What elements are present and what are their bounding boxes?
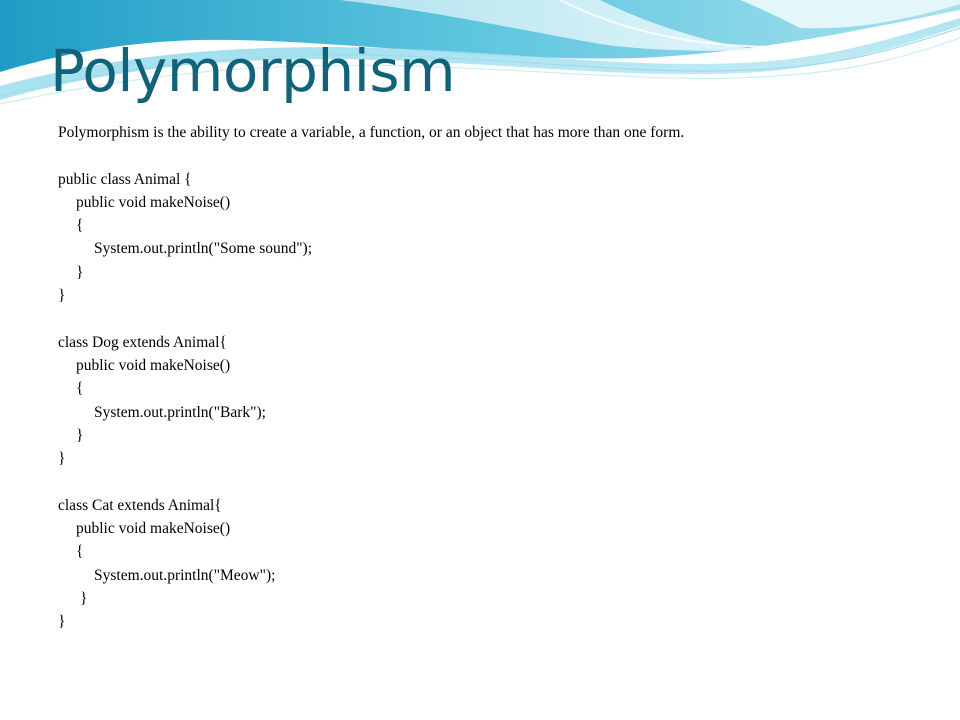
code-line: System.out.println("Some sound"); bbox=[94, 240, 313, 258]
intro-text: Polymorphism is the ability to create a variable, a function, or an object that has more than one form. bbox=[58, 124, 685, 141]
code-line: } bbox=[76, 426, 84, 444]
code-line: public void makeNoise() bbox=[76, 193, 231, 211]
code-block-dog bbox=[58, 331, 938, 471]
code-line: } bbox=[58, 287, 66, 305]
code-line: public void makeNoise() bbox=[76, 520, 231, 538]
code-line: System.out.println("Meow"); bbox=[94, 566, 276, 584]
code-line: class Dog extends Animal{ bbox=[58, 333, 227, 351]
code-line: public class Animal { bbox=[58, 170, 192, 188]
slide-title: Polymorphism bbox=[50, 37, 456, 105]
code-block-cat bbox=[58, 494, 938, 634]
code-line: public void makeNoise() bbox=[76, 356, 231, 374]
code-line: } bbox=[76, 263, 84, 281]
code-line: } bbox=[58, 450, 66, 468]
code-line: } bbox=[80, 589, 88, 607]
code-line: } bbox=[58, 613, 66, 631]
code-line: System.out.println("Bark"); bbox=[94, 403, 266, 421]
code-line: class Cat extends Animal{ bbox=[58, 496, 222, 514]
code-line: { bbox=[76, 543, 84, 561]
code-block-animal bbox=[58, 168, 938, 308]
code-line: { bbox=[76, 217, 84, 235]
code-line: { bbox=[76, 380, 84, 398]
slide-body bbox=[58, 121, 938, 657]
